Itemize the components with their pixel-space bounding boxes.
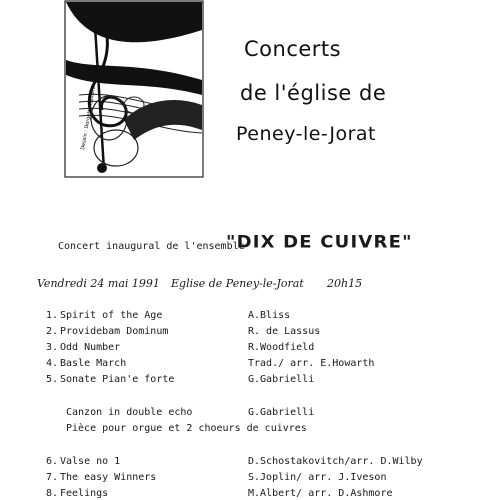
program-number: 4.: [46, 358, 59, 369]
program-title: Basle March: [60, 358, 127, 369]
title-line-2: de l'église de: [240, 81, 387, 105]
ensemble-name: "DIX DE CUIVRE": [226, 232, 413, 253]
program-number: 3.: [46, 342, 59, 353]
program-composer: R.Woodfield: [248, 342, 315, 353]
program-title: Odd Number: [60, 342, 121, 353]
concert-time: 20h15: [327, 277, 363, 290]
concert-venue: Eglise de Peney-le-Jorat: [171, 277, 304, 290]
program-composer: S.Joplin/ arr. J.Iveson: [248, 472, 387, 483]
program-composer: G.Gabrielli: [248, 407, 315, 418]
program-title: The easy Winners: [60, 472, 157, 483]
title-line-1: Concerts: [244, 37, 342, 61]
program-number: 5.: [46, 374, 59, 385]
program-composer: G.Gabrielli: [248, 374, 315, 385]
title-line-3: Peney-le-Jorat: [236, 123, 376, 145]
program-number: 7.: [46, 472, 59, 483]
program-title: Valse no 1: [60, 456, 121, 467]
svg-text:Dessin : Dorgette Gaillard: Dessin : Dorgette Gaillard: [80, 85, 98, 151]
concert-subtitle: Concert inaugural de l'ensemble: [58, 241, 245, 252]
concert-date: Vendredi 24 mai 1991: [37, 277, 160, 290]
program-title: Providebam Dominum: [60, 326, 169, 337]
program-composer: M.Albert/ arr. D.Ashmore: [248, 488, 393, 499]
program-number: 2.: [46, 326, 59, 337]
program-number: 6.: [46, 456, 59, 467]
program-composer: D.Schostakovitch/arr. D.Wilby: [248, 456, 423, 467]
program-composer: R. de Lassus: [248, 326, 321, 337]
concert-logo: [64, 0, 204, 178]
program-title: Sonate Pian'e forte: [60, 374, 175, 385]
program-note: Pièce pour orgue et 2 choeurs de cuivres: [66, 423, 307, 434]
program-title: Feelings: [60, 488, 109, 499]
program-composer: Trad./ arr. E.Howarth: [248, 358, 375, 369]
program-number: 1.: [46, 310, 59, 321]
program-title: Spirit of the Age: [60, 310, 163, 321]
program-title: Canzon in double echo: [66, 407, 193, 418]
program-composer: A.Bliss: [248, 310, 291, 321]
program-number: 8.: [46, 488, 59, 499]
